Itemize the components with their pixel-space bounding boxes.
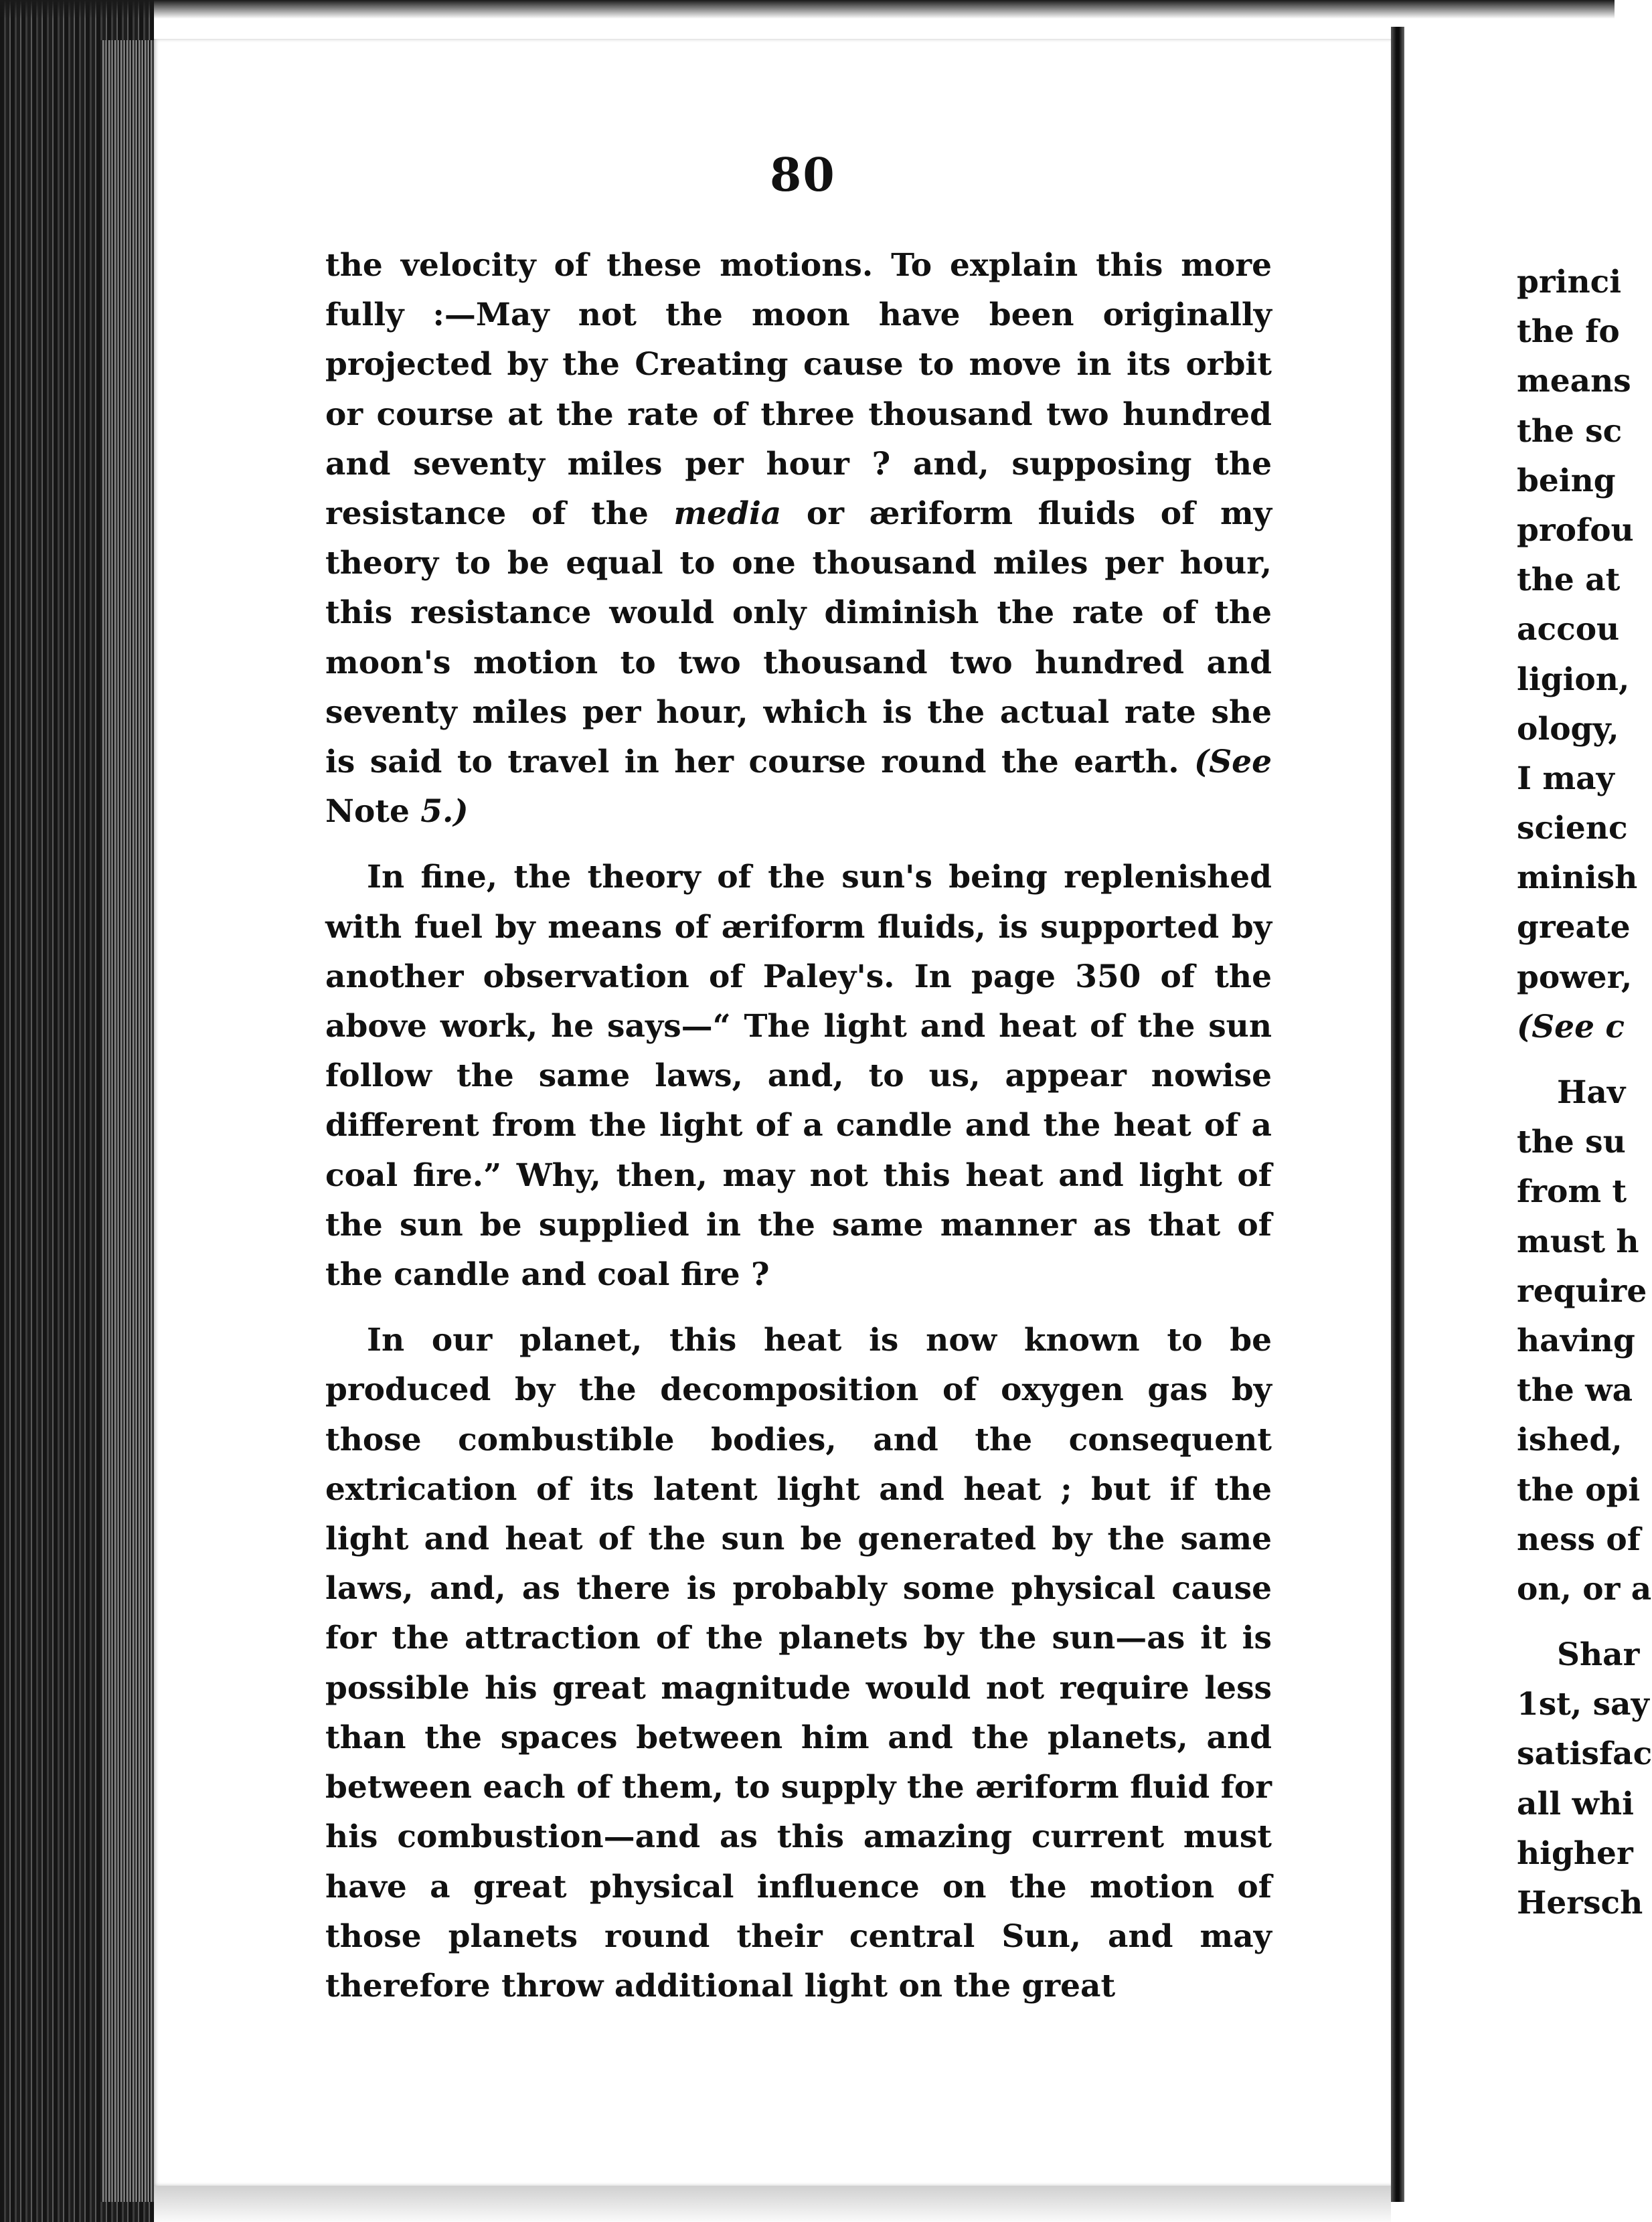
right-line: require <box>1517 1272 1647 1310</box>
right-page-text <box>1517 258 1652 1928</box>
right-line: the su <box>1517 1124 1626 1161</box>
text-run: or æriform fluids of my theory to be equal to one thousand miles per hour, this resistance would only diminish the rate of the moon's motion to two thousand two hundred and seventy miles per hour, which is the actual rate she is said to travel in her course round the earth. <box>325 495 1272 781</box>
right-line: Shar <box>1557 1636 1640 1674</box>
text-run: Note <box>325 793 421 831</box>
italic-run: (See <box>1194 744 1272 781</box>
right-line: on, or a <box>1517 1570 1652 1608</box>
right-line: higher <box>1517 1834 1633 1872</box>
text-run: the velocity of these motions. To explain this more fully :—May not the moon have been originally projected by the Creating cause to move in its orbit or course at the rate of three thousand two hundred and seventy miles per hour ? and, supposing the resistance of the <box>325 247 1272 533</box>
left-page-text <box>325 241 1272 2011</box>
right-line: Hav <box>1557 1074 1626 1111</box>
right-line: Hersch <box>1517 1885 1643 1921</box>
paragraph-3 <box>325 1316 1272 2011</box>
right-line: 1st, say <box>1517 1686 1649 1723</box>
right-line: princi <box>1517 264 1622 301</box>
right-line: power, <box>1517 958 1633 996</box>
italic-run: 5.) <box>420 793 469 831</box>
right-line: minish <box>1517 859 1638 897</box>
page-number: 80 <box>770 149 836 202</box>
page-edges <box>100 40 154 2202</box>
right-line: must h <box>1517 1223 1639 1260</box>
right-line: the wa <box>1517 1372 1633 1409</box>
right-line: being <box>1517 462 1616 499</box>
book-spine <box>1391 27 1404 2202</box>
right-line: from t <box>1517 1173 1627 1211</box>
right-line: the fo <box>1517 313 1620 351</box>
right-line: the opi <box>1517 1471 1641 1509</box>
paragraph-2 <box>325 853 1272 1300</box>
page-bottom-edge <box>153 2186 1391 2222</box>
text-run: In our planet, this heat is now known to be produced by the decomposition of oxygen gas by those combustible bodies, and the consequent extrication of its latent light and heat ; but if the light and heat of the sun be generated by the same laws, and, as there is probably some physical cause for the attraction of the planets by the sun—as it is possible his great magnitude would not require less than the spaces between him and the planets, and between each of them, to supply the æriform fluid for his combustion—and as this amazing current must have a great physical influence on the motion of those planets round their central Sun, and may therefore throw additional light on the great <box>325 1322 1272 2004</box>
right-line: ology, <box>1517 710 1619 748</box>
right-line: ished, <box>1517 1422 1623 1459</box>
right-line: (See c <box>1517 1008 1625 1045</box>
italic-run: media <box>673 495 782 533</box>
right-line: the sc <box>1517 412 1623 450</box>
right-line: scienc <box>1517 810 1628 847</box>
paragraph-1 <box>325 241 1272 837</box>
right-line: profou <box>1517 511 1634 549</box>
right-line: ligion, <box>1517 661 1630 698</box>
right-line: the at <box>1517 562 1621 599</box>
right-line: accou <box>1517 611 1620 649</box>
right-line: greate <box>1517 909 1631 946</box>
right-line: means <box>1517 363 1631 400</box>
text-run: In fine, the theory of the sun's being replenished with fuel by means of æriform fluids, is supported by another observation of Paley's. In page 350 of the above work, he says—“ The light and heat of the sun follow the same laws, and, to us, appear nowise different from the light of a candle and the heat of a coal fire.” Why, then, may not this heat and light of the sun be supplied in the same manner as that of the candle and coal fire ? <box>325 859 1272 1294</box>
right-line: having <box>1517 1322 1635 1359</box>
right-line: ness of <box>1517 1521 1641 1558</box>
right-line: all whi <box>1517 1785 1635 1822</box>
top-shadow <box>0 0 1615 19</box>
right-line: satisfac <box>1517 1735 1652 1773</box>
right-line: I may <box>1517 760 1615 797</box>
